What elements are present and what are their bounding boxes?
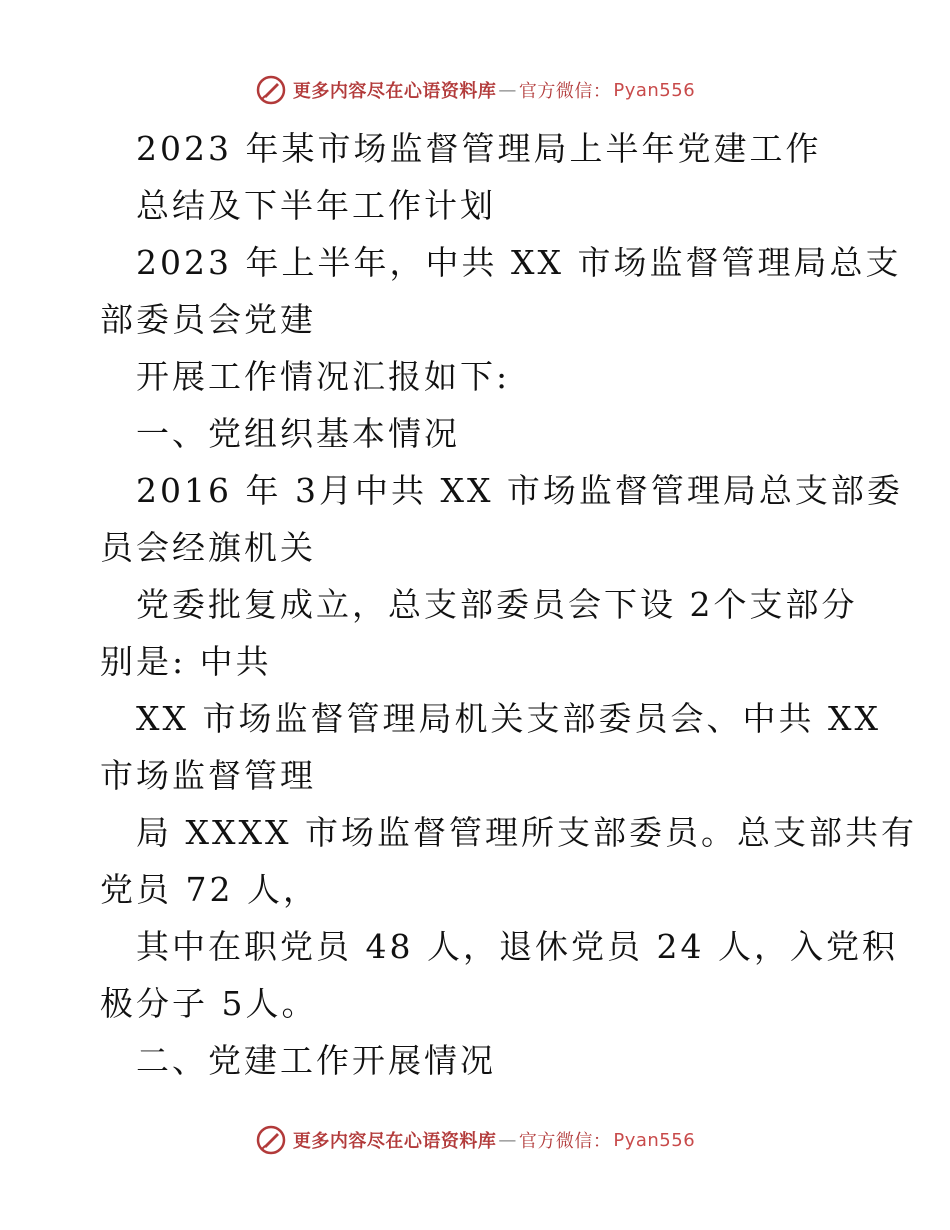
title-line-2: 总结及下半年工作计划	[136, 186, 496, 225]
paragraph-line: 2016 年 3月中共 XX 市场监督管理局总支部委	[136, 471, 903, 510]
paragraph-line: 其中在职党员 48 人，退休党员 24 人，入党积	[136, 927, 898, 966]
paragraph-line: 员会经旗机关	[100, 528, 316, 567]
banner-wechat-label: 官方微信：	[518, 1131, 612, 1152]
banner-wechat-id: Pyan556	[613, 1129, 696, 1151]
quill-logo-icon	[255, 74, 287, 106]
paragraph-line: 开展工作情况汇报如下:	[136, 357, 511, 396]
quill-logo-icon	[255, 1124, 287, 1156]
paragraph-line: 党员 72 人，	[100, 870, 319, 909]
footer-watermark-banner	[0, 1120, 950, 1160]
paragraph-line: 极分子 5人。	[100, 984, 318, 1023]
paragraph-line: 2023 年上半年，中共 XX 市场监督管理局总支	[136, 243, 902, 282]
banner-main-text: 更多内容尽在心语资料库	[292, 81, 497, 102]
banner-wechat-label: 官方微信：	[518, 81, 612, 102]
title-line-1: 2023 年某市场监督管理局上半年党建工作	[136, 129, 822, 168]
banner-main-text: 更多内容尽在心语资料库	[292, 1131, 497, 1152]
header-watermark-banner	[0, 70, 950, 110]
banner-separator: —	[498, 79, 517, 101]
section-heading-2: 二、党建工作开展情况	[136, 1041, 496, 1080]
paragraph-line: XX 市场监督管理局机关支部委员会、中共 XX	[136, 699, 881, 738]
banner-separator: —	[498, 1129, 517, 1151]
paragraph-line: 别是: 中共	[100, 642, 272, 681]
paragraph-line: 党委批复成立，总支部委员会下设 2个支部分	[136, 585, 858, 624]
paragraph-line: 部委员会党建	[100, 300, 316, 339]
section-heading-1: 一、党组织基本情况	[136, 414, 460, 453]
banner-wechat-id: Pyan556	[613, 79, 696, 101]
paragraph-line: 局 XXXX 市场监督管理所支部委员。总支部共有	[136, 813, 917, 852]
document-body	[100, 120, 917, 1089]
paragraph-line: 市场监督管理	[100, 756, 316, 795]
